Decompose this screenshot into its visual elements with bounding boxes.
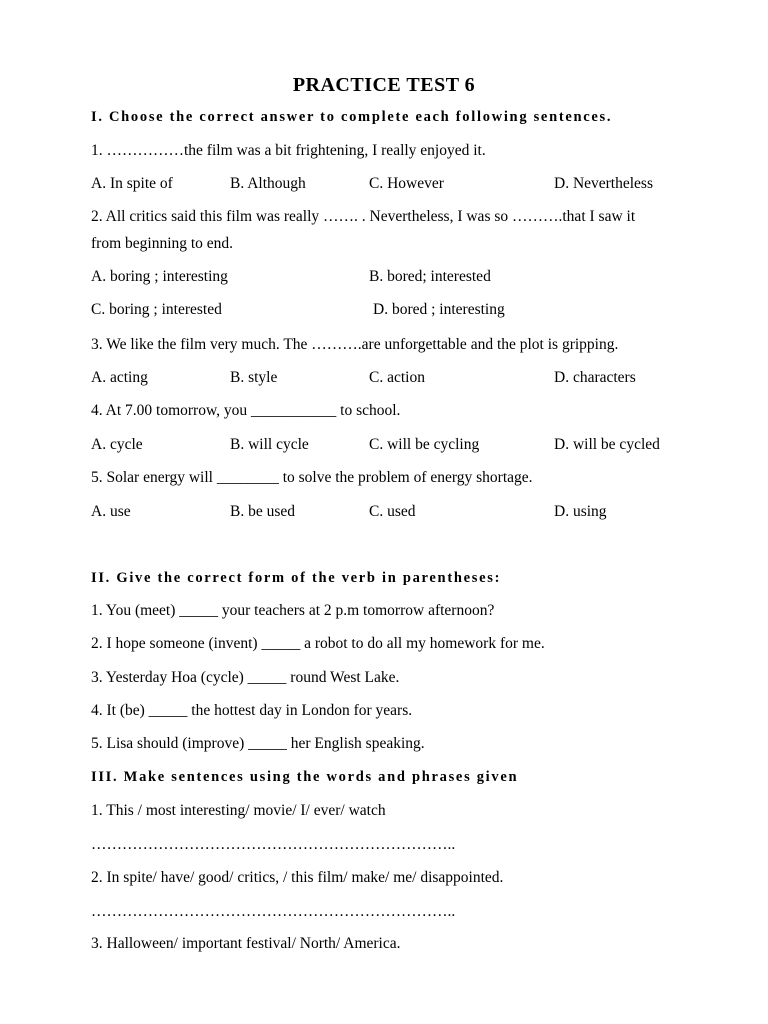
q3-option-b: B. style (230, 369, 278, 386)
answer-line-2: …………………………………………………………….. (91, 903, 456, 920)
q5-option-b: B. be used (230, 503, 296, 520)
verb-item-3: 3. Yesterday Hoa (cycle) _____ round West Lake. (91, 669, 400, 686)
question-1-text: 1. ……………the film was a bit frightening, I really enjoyed it. (91, 142, 486, 159)
q4-option-b: B. will cycle (230, 436, 309, 453)
q1-option-c: C. However (369, 175, 444, 192)
sentence-prompt-2: 2. In spite/ have/ good/ critics, / this film/ make/ me/ disappointed. (91, 869, 504, 886)
q2-option-b: B. bored; interested (369, 268, 491, 285)
question-2-text-line-1: 2. All critics said this film was really ……. . Nevertheless, I was so ……….that I saw it (91, 208, 636, 225)
question-2-text-line-2: from beginning to end. (91, 235, 234, 252)
q3-option-c: C. action (369, 369, 425, 386)
q3-option-a: A. acting (91, 369, 148, 386)
q1-option-b: B. Although (230, 175, 306, 192)
q3-option-d: D. characters (554, 369, 636, 386)
q5-option-a: A. use (91, 503, 131, 520)
verb-item-4: 4. It (be) _____ the hottest day in London for years. (91, 702, 413, 719)
question-3-text: 3. We like the film very much. The ……….are unforgettable and the plot is gripping. (91, 336, 619, 353)
q2-option-c: C. boring ; interested (91, 301, 222, 318)
sentence-prompt-1: 1. This / most interesting/ movie/ I/ ever/ watch (91, 802, 386, 819)
section-2-heading: II. Give the correct form of the verb in parentheses: (91, 570, 502, 586)
section-1-heading: I. Choose the correct answer to complete each following sentences. (91, 109, 613, 125)
question-4-text: 4. At 7.00 tomorrow, you ___________ to school. (91, 402, 401, 419)
q5-option-c: C. used (369, 503, 416, 520)
q4-option-c: C. will be cycling (369, 436, 480, 453)
verb-item-2: 2. I hope someone (invent) _____ a robot to do all my homework for me. (91, 635, 545, 652)
q2-option-a: A. boring ; interesting (91, 268, 228, 285)
verb-item-1: 1. You (meet) _____ your teachers at 2 p.m tomorrow afternoon? (91, 602, 495, 619)
sentence-prompt-3: 3. Halloween/ important festival/ North/ America. (91, 935, 401, 952)
section-3-heading: III. Make sentences using the words and phrases given (91, 769, 519, 785)
answer-line-1: …………………………………………………………….. (91, 836, 456, 853)
q2-option-d: D. bored ; interesting (373, 301, 505, 318)
q4-option-d: D. will be cycled (554, 436, 660, 453)
question-5-text: 5. Solar energy will ________ to solve the problem of energy shortage. (91, 469, 533, 486)
q5-option-d: D. using (554, 503, 607, 520)
q4-option-a: A. cycle (91, 436, 143, 453)
q1-option-d: D. Nevertheless (554, 175, 653, 192)
q1-option-a: A. In spite of (91, 175, 173, 192)
page-title: PRACTICE TEST 6 (292, 74, 476, 96)
verb-item-5: 5. Lisa should (improve) _____ her English speaking. (91, 735, 425, 752)
